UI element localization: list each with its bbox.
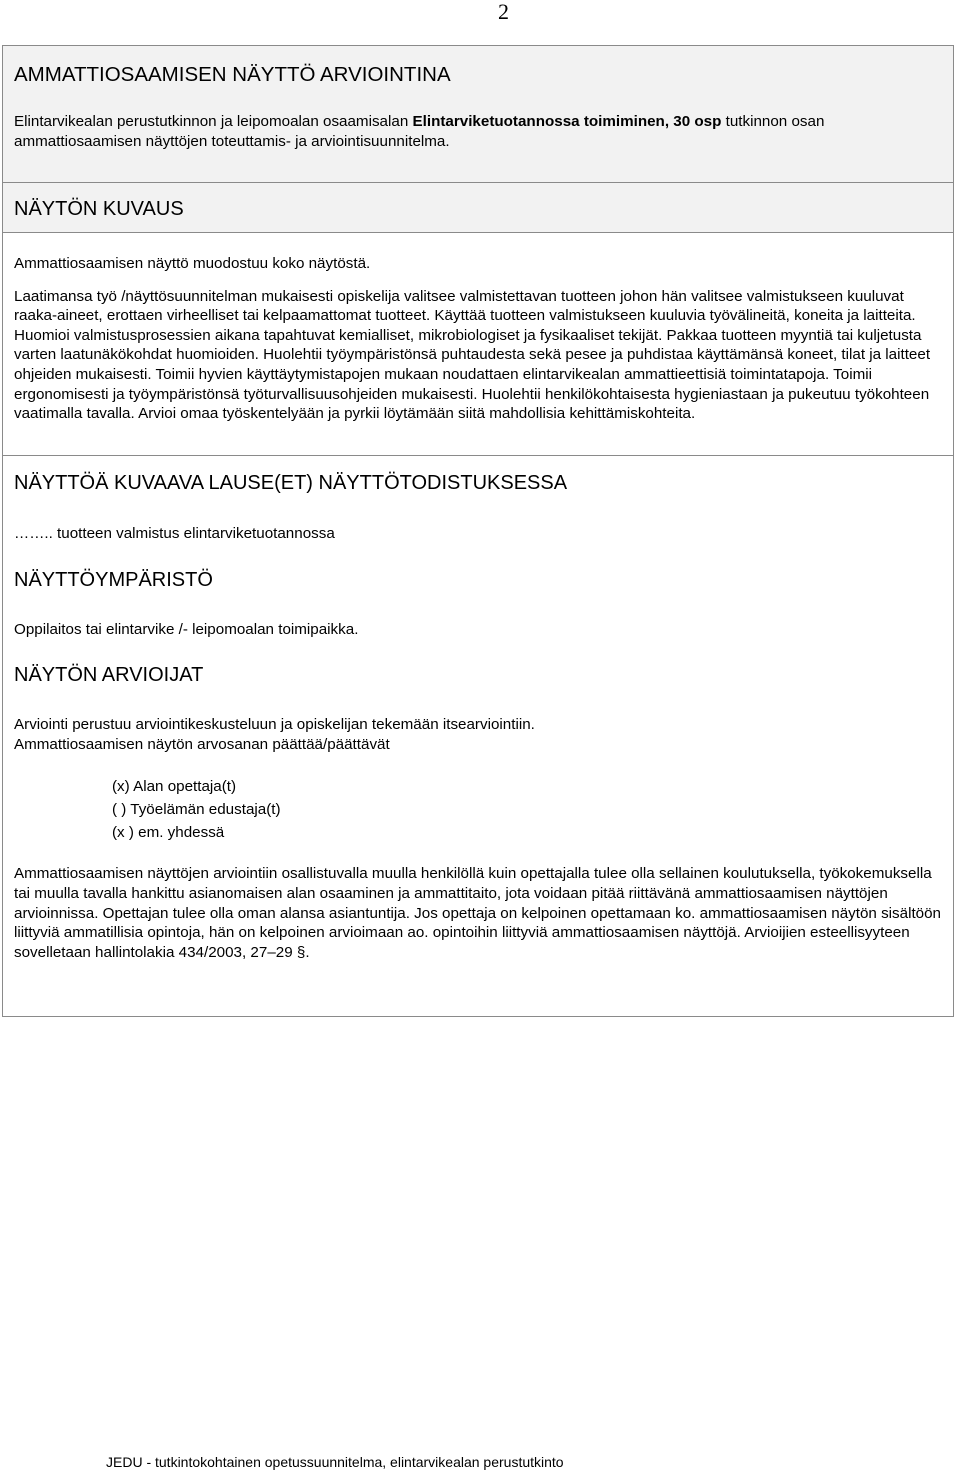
dash: – [267,943,276,961]
kuvaus-body: Laatimansa työ /näyttösuunnitelman mukaisesti opiskelija valitsee valmistettavan tuotteen johon hän valitsee valmistukseen kuuluvat raaka-aineet, erottaen virheelliset tai kelpaamattomat tuotteet. Käyttää tuotteen valmistukseen kuuluvia työvälineitä, koneita ja laitteita. Huomioi valmistusprosessien aikana tapahtuvat kemialliset, mikrobiologiset ja fysikaaliset tekijät. Pakkaa tuotteen myyntiä tai kuljetusta varten laatunäkökohdat huomioiden. Huolehtii työympäristönsä puhtaudesta sekä pesee ja puhdistaa käyttämänsä koneet, tilat ja laitteet ohjeiden mukaisesti. Toimii hyvien käyttäytymistapojen mukaan noudattaen elintarvikealan ammattieettisiä toimintatapoja. Toimii ergonomisesti ja työympäristönsä työturvallisuusohjeiden mukaisesti. Huolehtii henkilökohtaisesta hygieniastaan ja pukeutuu työkohteen vaatimalla tavalla. Arvioi omaa työskentelyään ja pyrkii löytämään siitä mahdollisia kehittämiskohteita. [14,287,931,423]
header-cell [3,46,954,183]
ymparisto-text: Oppilaitos tai elintarvike /- leipomoalan toimipaikka. [14,620,359,638]
kuvaus-heading-cell [3,183,954,233]
lause-heading: NÄYTTÖÄ KUVAAVA LAUSE(ET) NÄYTTÖTODISTUKSESSA [14,472,568,494]
header-row [3,46,954,183]
arvioijat-line2: Ammattiosaamisen näytön arvosanan päättää/päättävät [14,735,390,753]
kuvaus-content-cell [3,233,954,456]
option-teacher: (x) Alan opettaja(t) [112,778,237,796]
document-title: AMMATTIOSAAMISEN NÄYTTÖ ARVIOINTINA [14,63,451,86]
page-footer: JEDU - tutkintokohtainen opetussuunnitelma, elintarvikealan perustutkinto [106,1454,564,1470]
option-employer: ( ) Työelämän edustaja(t) [112,801,281,819]
option-together: (x ) em. yhdessä [112,824,225,842]
kuvaus-content-row [3,233,954,456]
content-row [3,456,954,1017]
arvioijat-line1: Arviointi perustuu arviointikeskusteluun ja opiskelijan tekemään itsearviointiin. [14,716,535,734]
section-number: 29 [275,943,293,961]
intro-post: tutkinnon osan ammattiosaamisen näyttöjen toteuttamis- ja arviointisuunnitelma. [14,113,825,150]
ymparisto-heading: NÄYTTÖYMPÄRISTÖ [14,568,213,591]
arvioijat-body-text: Ammattiosaamisen näyttöjen arviointiin osallistuvalla muulla henkilöllä kuin opettajalla tulee olla sellainen koulutuksella, työkokemuksella tai muulla tavalla hankittu asianomaisen alan osaaminen ja ammattitaito, jota voidaan pitää riittävänä ammattiosaamisen näyttöjen arvioinnissa. Opettajan tulee olla oman alansa asiantuntija. Jos opettaja on kelpoinen opettamaan ko. ammattiosaamisen näytön sisältöön liittyviä ammatillisia opintoja, hän on kelpoinen arvioimaan ao. opintoihin liittyviä ammattiosaamisen näyttöjä. Arvioijien esteellisyyteen sovelletaan hallintolakia 434/2003, 27 [14,865,942,961]
intro-text [14,88,942,151]
kuvaus-line: Ammattiosaamisen näyttö muodostuu koko näytöstä. [14,255,371,272]
kuvaus-heading-row [3,183,954,233]
section-mark: §. [296,943,310,961]
lause-text: …….. tuotteen valmistus elintarviketuotannossa [14,525,335,542]
intro-pre: Elintarvikealan perustutkinnon ja leipomoalan osaamisalan [14,113,413,130]
kuvaus-heading: NÄYTÖN KUVAUS [14,198,184,220]
intro-module-name: Elintarviketuotannossa toimiminen, 30 osp [412,113,722,130]
arvioijat-heading: NÄYTÖN ARVIOIJAT [14,664,204,687]
arvioijat-body [14,844,942,962]
content-cell [3,456,954,1017]
assessor-options [14,754,942,844]
page-number: 2 [498,0,509,24]
assessment-table [2,45,954,1017]
